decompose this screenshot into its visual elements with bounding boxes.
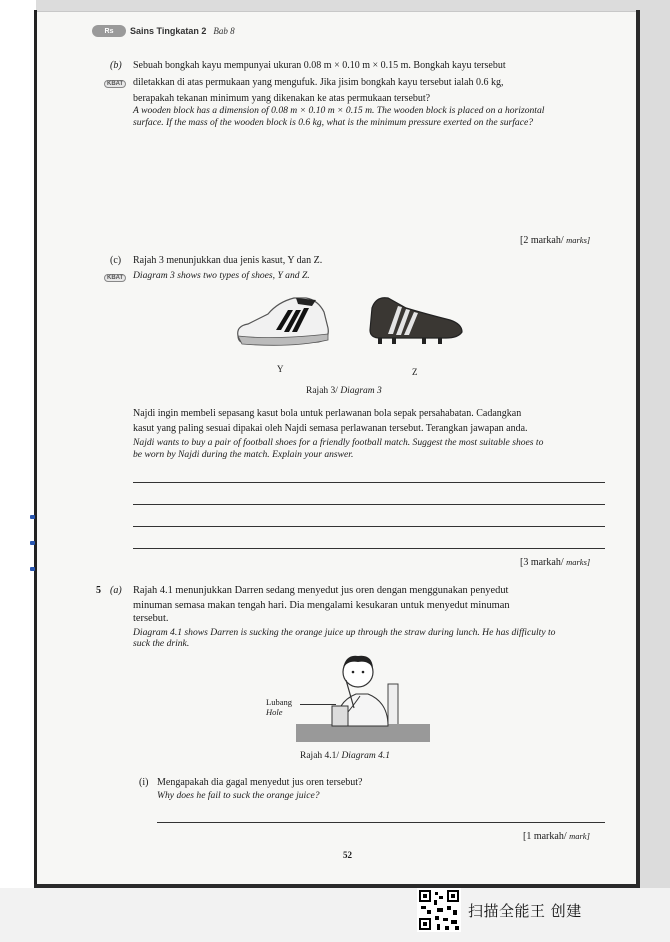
page-left-edge xyxy=(34,10,37,890)
hole-pointer-line xyxy=(300,704,336,705)
marks-label: [3 markah/ marks] xyxy=(520,557,591,568)
question-text-en: Najdi wants to buy a pair of football shoes for a friendly football match. Suggest the most suitable shoes to xyxy=(133,437,544,448)
question-label: (a) xyxy=(110,585,122,596)
diagram-caption: Rajah 3/ Diagram 3 xyxy=(306,386,382,396)
boy-drinking-juice-illustration xyxy=(296,652,432,744)
question-label: (c) xyxy=(110,255,122,266)
answer-line[interactable] xyxy=(133,482,605,483)
marks-label: [2 markah/ marks] xyxy=(520,235,591,246)
sneaker-shoe-y-icon xyxy=(232,290,332,352)
margin-mark xyxy=(30,541,35,545)
question-text-ms: diletakkan di atas permukaan yang mengufuk. Jika jisim bongkah kayu tersebut ialah 0.6 kg, xyxy=(133,77,504,88)
question-text-ms: Rajah 3 menunjukkan dua jenis kasut, Y dan Z. xyxy=(133,255,323,266)
left-margin xyxy=(0,0,36,942)
question-text-ms: berapakah tekanan minimum yang dikenakan ke atas permukaan tersebut? xyxy=(133,93,431,104)
answer-line[interactable] xyxy=(157,822,605,823)
football-boot-z-icon xyxy=(366,294,466,350)
qr-code-icon xyxy=(417,888,461,932)
chapter-label: Bab 8 xyxy=(213,26,235,36)
answer-line[interactable] xyxy=(133,548,605,549)
page-right-edge xyxy=(636,10,640,888)
question-label: (b) xyxy=(110,60,122,71)
scanner-watermark: 扫描全能王 创建 xyxy=(468,902,582,920)
question-number: 5 xyxy=(96,585,101,596)
question-text-ms: kasut yang paling sesuai dipakai oleh Najdi semasa perlawanan tersebut. Terangkan jawapan anda. xyxy=(133,423,528,434)
question-text-en: Diagram 3 shows two types of shoes, Y and Z. xyxy=(133,270,310,281)
kbat-badge: KBAT xyxy=(104,274,126,282)
kbat-badge: KBAT xyxy=(104,80,126,88)
question-text-ms: Rajah 4.1 menunjukkan Darren sedang menyedut jus oren dengan menggunakan penyedut xyxy=(133,585,509,596)
answer-line[interactable] xyxy=(133,504,605,505)
question-text-ms: minuman semasa makan tengah hari. Dia mengalami kesukaran untuk menyedut minuman xyxy=(133,600,510,611)
diagram-caption: Rajah 4.1/ Diagram 4.1 xyxy=(300,751,390,761)
publisher-logo: Rs xyxy=(92,25,126,37)
marks-label: [1 markah/ mark] xyxy=(523,831,590,842)
question-text-ms: tersebut. xyxy=(133,613,169,624)
question-text-en: A wooden block has a dimension of 0.08 m × 0.10 m × 0.15 m. The wooden block is placed on a horizontal xyxy=(133,105,545,116)
page-header xyxy=(92,25,235,37)
shoe-y-label: Y xyxy=(277,364,284,374)
book-title: Sains Tingkatan 2 xyxy=(130,26,207,36)
question-text-en: Why does he fail to suck the orange juice? xyxy=(157,790,320,801)
margin-mark xyxy=(30,515,35,519)
question-text-en: be worn by Najdi during the match. Explain your answer. xyxy=(133,449,354,460)
question-text-en: suck the drink. xyxy=(133,638,190,649)
shoe-z-label: Z xyxy=(412,367,418,377)
question-text-en: surface. If the mass of the wooden block is 0.6 kg, what is the minimum pressure exerted on the surface? xyxy=(133,117,534,128)
sub-question-label: (i) xyxy=(139,777,149,788)
question-text-en: Diagram 4.1 shows Darren is sucking the orange juice up through the straw during lunch. He has difficulty to xyxy=(133,627,556,638)
hole-label: Lubang Hole xyxy=(266,697,292,717)
question-text-ms: Najdi ingin membeli sepasang kasut bola untuk perlawanan bola sepak persahabatan. Cadangkan xyxy=(133,408,522,419)
page-number: 52 xyxy=(343,850,352,860)
margin-mark xyxy=(30,567,35,571)
question-text-ms: Sebuah bongkah kayu mempunyai ukuran 0.08 m × 0.10 m × 0.15 m. Bongkah kayu tersebut xyxy=(133,60,506,71)
answer-line[interactable] xyxy=(133,526,605,527)
question-text-ms: Mengapakah dia gagal menyedut jus oren tersebut? xyxy=(157,777,363,788)
